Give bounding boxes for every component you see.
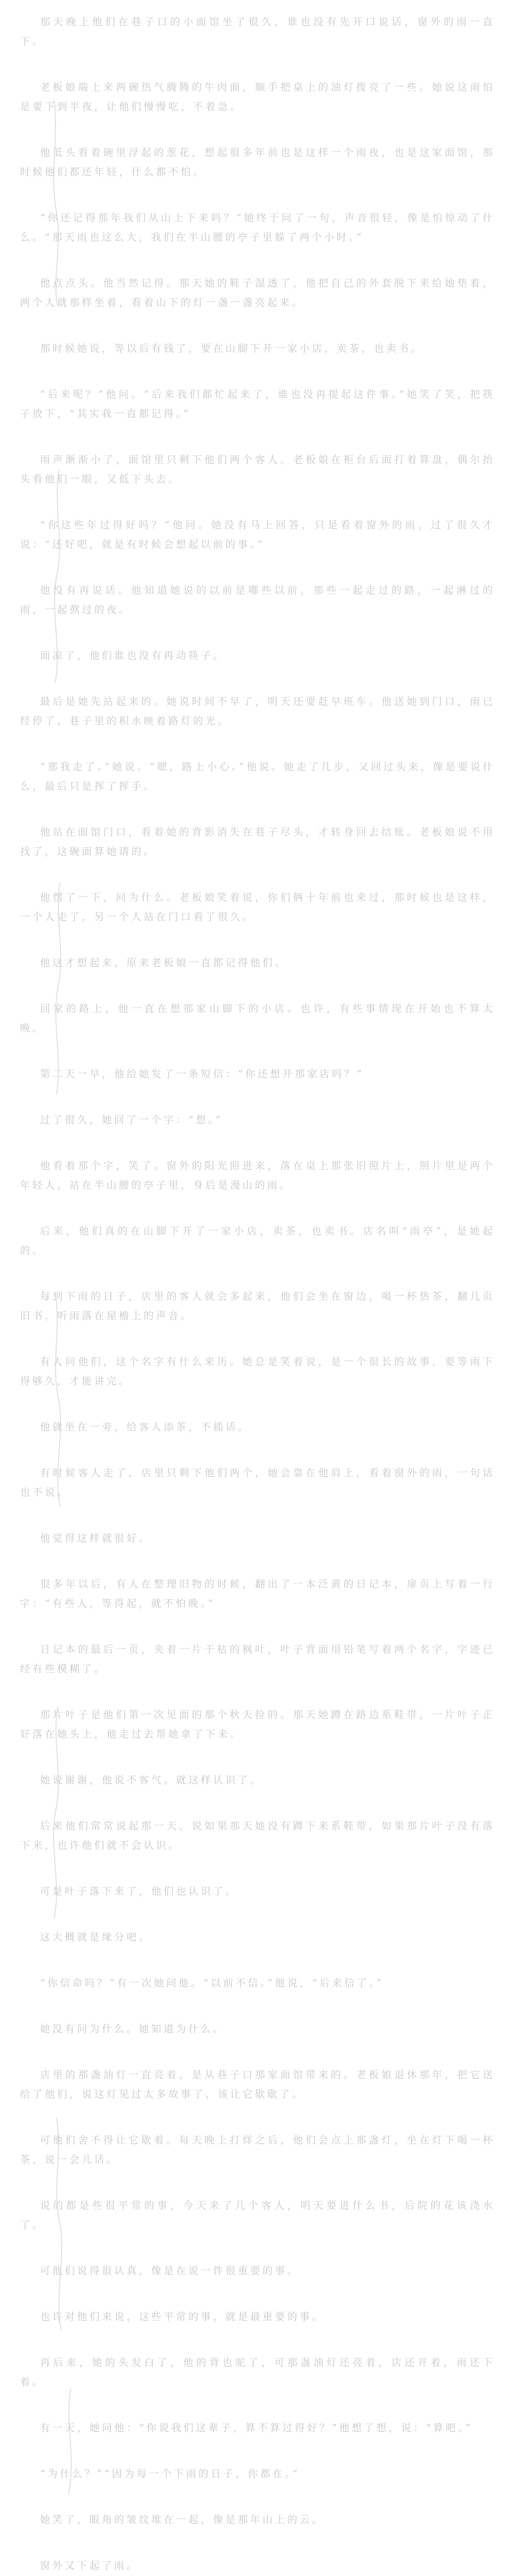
paragraph: 她笑了，眼角的皱纹堆在一起，像是那年山上的云。	[40, 2514, 324, 2526]
paragraph: “那我走了。”她说。“嗯，路上小心。”他说。她走了几步，又回过头来，像是要说什么，最后只是挥了挥手。	[20, 761, 495, 793]
paragraph: 很多年以后，有人在整理旧物的时候，翻出了一本泛黄的日记本，扉页上写着一行字：“有些人，等得起，就不怕晚。”	[20, 1579, 495, 1610]
paragraph: 有时候客人走了，店里只剩下他们两个，她会靠在他肩上，看着窗外的雨，一句话也不说。	[20, 1467, 495, 1499]
paragraph: 他看着那个字，笑了。窗外的阳光照进来，落在桌上那张旧照片上，照片里是两个年轻人，站在半山腰的亭子里，身后是漫山的雨。	[20, 1160, 495, 1192]
paragraph: 他就坐在一旁，给客人添茶，不插话。	[40, 1422, 250, 1433]
paragraph-gap	[20, 620, 495, 647]
paragraph: 他点点头。他当然记得。那天她的鞋子湿透了，他把自己的外套脱下来给她垫着，两个人就那样坐着，看着山下的灯一盏一盏亮起来。	[20, 278, 495, 309]
paragraph-gap	[20, 1993, 495, 2020]
paragraph: 第二天一早，他给她发了一条短信：“你还想开那家店吗？”	[40, 1069, 364, 1080]
paragraph: 她说谢谢，他说不客气。就这样认识了。	[40, 1775, 263, 1786]
paragraph: 面凉了，他们谁也没有再动筷子。	[40, 650, 225, 662]
paragraph: 老板娘端上来两碗热气腾腾的牛肉面，顺手把桌上的油灯拨亮了一些。她说这雨怕是要下到半夜，让他们慢慢吃，不着急。	[20, 82, 495, 113]
paragraph-gap	[20, 927, 495, 954]
paragraph: “后来呢？”他问。“后来我们都忙起来了，谁也没再提起这件事。”她笑了笑，把筷子放下，“其实我一直都记得。”	[20, 389, 495, 420]
paragraph: 他这才想起来，原来老板娘一直都记得他们。	[40, 957, 287, 969]
paragraph-gap	[20, 1130, 495, 1157]
paragraph-gap	[20, 2484, 495, 2511]
paragraph: 可他们说得很认真，像是在说一件很重要的事。	[40, 2265, 300, 2277]
paragraph-gap	[20, 248, 495, 274]
paragraph-gap	[20, 1503, 495, 1529]
paragraph: 也许对他们来说，这些平常的事，就是最重要的事。	[40, 2311, 324, 2323]
paragraph-gap	[20, 2039, 495, 2066]
paragraph: 店里的那盏油灯一直亮着，是从巷子口那家面馆带来的。老板娘退休那年，把它送给了他们，说这灯见过太多故事了，该让它歇歇了。	[20, 2069, 495, 2101]
paragraph-gap	[20, 973, 495, 1000]
paragraph-gap	[20, 1948, 495, 1974]
paragraph-gap	[20, 1549, 495, 1575]
paragraph-gap	[20, 2392, 495, 2419]
paragraph: “你还记得那年我们从山上下来吗？”她终于问了一句，声音很轻，像是怕惊动了什么。“那天雨也这么大，我们在半山腰的亭子里躲了两个小时。”	[20, 212, 495, 244]
paragraph: 后来他们常常说起那一天，说如果那天她没有蹲下来系鞋带，如果那片叶子没有落下来，也许他们就不会认识。	[20, 1820, 495, 1852]
paragraph-gap	[20, 313, 495, 340]
paragraph-gap	[20, 797, 495, 823]
paragraph: 他低头看着碗里浮起的葱花，想起很多年前也是这样一个雨夜，也是这家面馆，那时候他们都还年轻，什么都不怕。	[20, 147, 495, 178]
paragraph-gap	[20, 117, 495, 144]
paragraph-gap	[20, 862, 495, 888]
paragraph-gap	[20, 666, 495, 693]
paragraph-gap	[20, 1039, 495, 1065]
paragraph-gap	[20, 1392, 495, 1418]
paragraph: 他站在面馆门口，看着她的背影消失在巷子尽头，才转身回去结账。老板娘说不用找了，这碗面算她请的。	[20, 827, 495, 858]
paragraph: 日记本的最后一页，夹着一片干枯的枫叶，叶子背面用铅笔写着两个名字，字迹已经有些模糊了。	[20, 1644, 495, 1675]
paragraph-gap	[20, 2327, 495, 2354]
paragraph-gap	[20, 731, 495, 758]
paragraph: 这大概就是缘分吧。	[40, 1932, 151, 1943]
paragraph-gap	[20, 1745, 495, 1771]
paragraph: “你这些年过得好吗？”他问。她没有马上回答，只是看着窗外的雨，过了很久才说：“还好吧，就是有时候会想起以前的事。”	[20, 520, 495, 551]
paragraph: 雨声渐渐小了，面馆里只剩下他们两个客人。老板娘在柜台后面打着算盘，偶尔抬头看他们一眼，又低下头去。	[20, 454, 495, 485]
paragraph-gap	[20, 1614, 495, 1640]
paragraph: “为什么？”“因为每一个下雨的日子，你都在。”	[40, 2468, 300, 2480]
paragraph: 有人问他们，这个名字有什么来历。她总是笑着说，是一个很长的故事，要等雨下得够久，才能讲完。	[20, 1356, 495, 1387]
paragraph: 每到下雨的日子，店里的客人就会多起来，他们会坐在窗边，喝一杯热茶，翻几页旧书，听雨落在屋檐上的声音。	[20, 1291, 495, 1322]
paragraph-gap	[20, 424, 495, 451]
paragraph-gap	[20, 52, 495, 78]
paragraph-gap	[20, 1437, 495, 1464]
paragraph: 后来，他们真的在山脚下开了一家小店，卖茶，也卖书。店名叫“雨亭”，是她起的。	[20, 1226, 495, 1257]
paragraph: 他觉得这样就很好。	[40, 1533, 151, 1545]
paragraph-gap	[20, 1856, 495, 1882]
paragraph: 窗外又下起了雨。	[40, 2560, 139, 2572]
paragraph: 那天晚上他们在巷子口的小面馆坐了很久，谁也没有先开口说话，窗外的雨一直下。	[20, 16, 495, 48]
paragraph-gap	[20, 1261, 495, 1287]
paragraph: 可是叶子落下来了，他们也认识了。	[40, 1886, 238, 1898]
paragraph-gap	[20, 2281, 495, 2308]
paragraph: 他没有再说话。他知道她说的以前是哪些以前，那些一起走过的路，一起淋过的雨，一起熬过的夜。	[20, 585, 495, 616]
paragraph: “你信命吗？”有一次她问他。“以前不信。”他说，“后来信了。”	[40, 1978, 384, 1989]
paragraph-gap	[20, 2438, 495, 2465]
paragraph-gap	[20, 2105, 495, 2131]
paragraph-gap	[20, 359, 495, 385]
paragraph-gap	[20, 490, 495, 516]
paragraph: 再后来，她的头发白了，他的背也驼了，可那盏油灯还亮着，店还开着，雨还下着。	[20, 2357, 495, 2388]
paragraph: 那片叶子是他们第一次见面的那个秋天捡的。那天她蹲在路边系鞋带，一片叶子正好落在她头上，他走过去帮她拿了下来。	[20, 1709, 495, 1740]
paragraph-gap	[20, 2235, 495, 2262]
paragraph: 说的都是些很平常的事，今天来了几个客人，明天要进什么书，后院的花该浇水了。	[20, 2200, 495, 2231]
paragraph: 最后是她先站起来的。她说时间不早了，明天还要赶早班车。他送她到门口，雨已经停了，巷子里的积水映着路灯的光。	[20, 696, 495, 727]
paragraph-gap	[20, 1679, 495, 1706]
paragraph-gap	[20, 1084, 495, 1111]
paragraph-gap	[20, 182, 495, 209]
paragraph: 可他们舍不得让它歇着。每天晚上打烊之后，他们会点上那盏灯，坐在灯下喝一杯茶，说一会儿话。	[20, 2135, 495, 2166]
paragraph-gap	[20, 2170, 495, 2196]
paragraph-gap	[20, 1326, 495, 1353]
paragraph-gap	[20, 2530, 495, 2557]
paragraph-gap	[20, 1902, 495, 1928]
paragraph: 有一天，她问他：“你说我们这辈子，算不算过得好？”他想了想，说：“算吧。”	[40, 2422, 473, 2434]
paragraph: 回家的路上，他一直在想那家山脚下的小店。也许，有些事情现在开始也不算太晚。	[20, 1003, 495, 1034]
paragraph-gap	[20, 1196, 495, 1222]
paragraph-gap	[20, 555, 495, 581]
paragraph-gap	[20, 1790, 495, 1817]
paragraph: 那时候她说，等以后有钱了，要在山脚下开一家小店，卖茶，也卖书。	[40, 343, 423, 355]
paragraph: 过了很久，她回了一个字：“想。”	[40, 1114, 223, 1126]
paragraph: 他愣了一下，问为什么。老板娘笑着说，你们俩十年前也来过，那时候也是这样，一个人走了，另一个人站在门口看了很久。	[20, 892, 495, 923]
paragraph: 她没有问为什么。她知道为什么。	[40, 2023, 225, 2035]
